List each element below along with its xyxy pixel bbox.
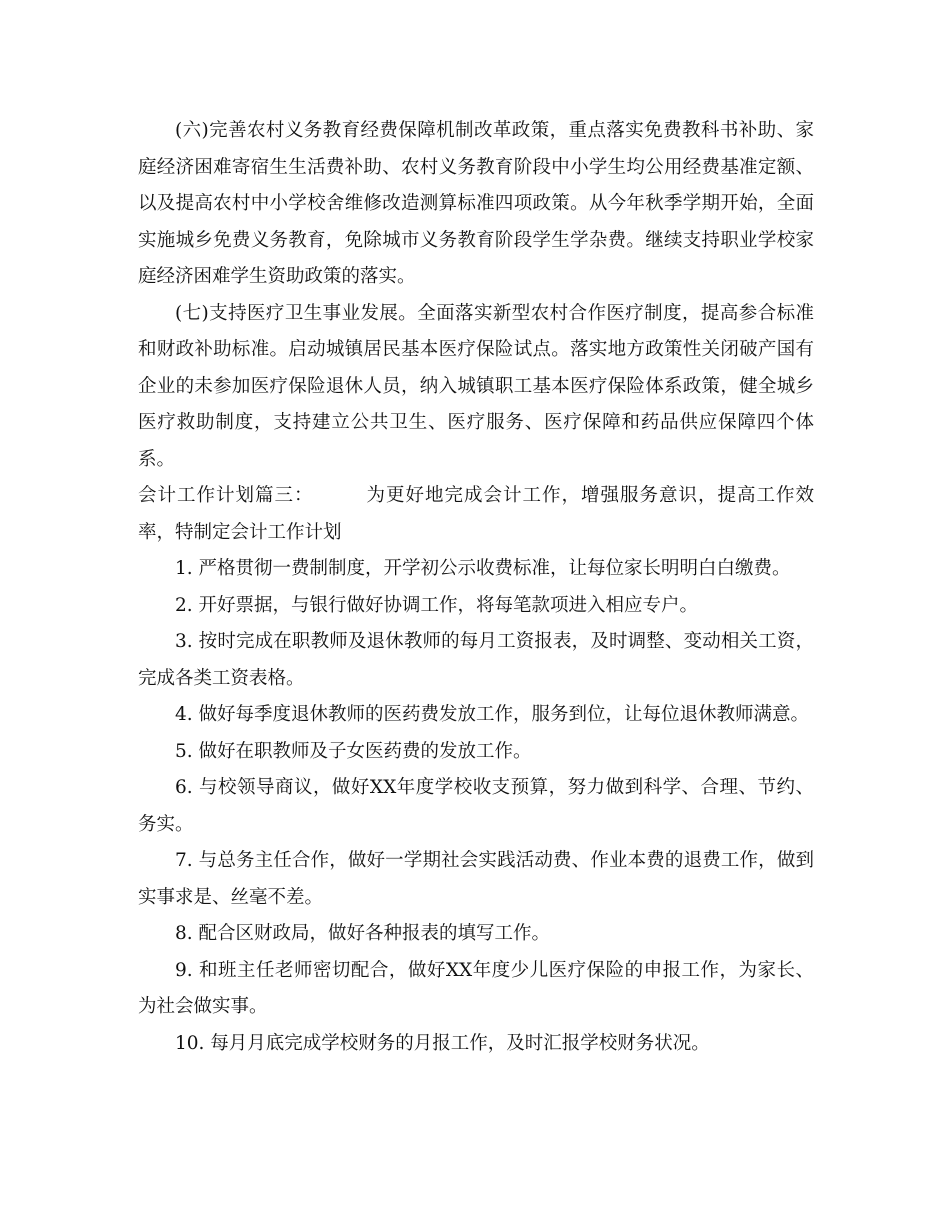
plan-item-8: 8. 配合区财政局，做好各种报表的填写工作。 [175,923,551,944]
paragraph-medical-policy: (七)支持医疗卫生事业发展。全面落实新型农村合作医疗制度，提高参合标准和财政补助标准。启动城镇居民基本医疗保险试点。落实地方政策性关闭破产国有企业的未参加医疗保险退休人员，纳入城镇职工基本医疗保险体系政策，健全城乡医疗救助制度，支持建立公共卫生、医疗服务、医疗保障和药品供应保障四个体系。 [138,302,814,470]
section-heading: 会计工作计划篇三： [138,485,314,506]
section-heading-paragraph [138,478,814,551]
plan-item-4: 4. 做好每季度退休教师的医药费发放工作，服务到位，让每位退休教师满意。 [175,704,810,725]
paragraph-education-policy: (六)完善农村义务教育经费保障机制改革政策，重点落实免费教科书补助、家庭经济困难寄宿生生活费补助、农村义务教育阶段中小学生均公用经费基准定额、以及提高农村中小学校舍维修改造测算标准四项政策。从今年秋季学期开始，全面实施城乡免费义务教育，免除城市义务教育阶段学生学杂费。继续支持职业学校家庭经济困难学生资助政策的落实。 [138,120,814,287]
plan-item-2: 2. 开好票据，与银行做好协调工作，将每笔款项进入相应专户。 [175,594,699,616]
plan-item-9: 9. 和班主任老师密切配合，做好XX年度少儿医疗保险的申报工作，为家长、为社会做实事。 [138,959,814,1017]
plan-item-1: 1. 严格贯彻一费制制度，开学初公示收费标准，让每位家长明明白白缴费。 [175,558,791,579]
section-intro: 为更好地完成会计工作，增强服务意识，提高工作效率，特制定会计工作计划 [138,485,814,543]
plan-item-7: 7. 与总务主任合作，做好一学期社会实践活动费、作业本费的退费工作，做到实事求是、丝毫不差。 [138,850,814,908]
plan-item-3: 3. 按时完成在职教师及退休教师的每月工资报表，及时调整、变动相关工资，完成各类工资表格。 [138,631,814,689]
plan-item-10: 10. 每月月底完成学校财务的月报工作，及时汇报学校财务状况。 [175,1032,710,1054]
plan-item-5: 5. 做好在职教师及子女医药费的发放工作。 [175,740,532,762]
document-body [138,113,814,1062]
plan-item-6: 6. 与校领导商议，做好XX年度学校收支预算，努力做到科学、合理、节约、务实。 [138,777,814,835]
